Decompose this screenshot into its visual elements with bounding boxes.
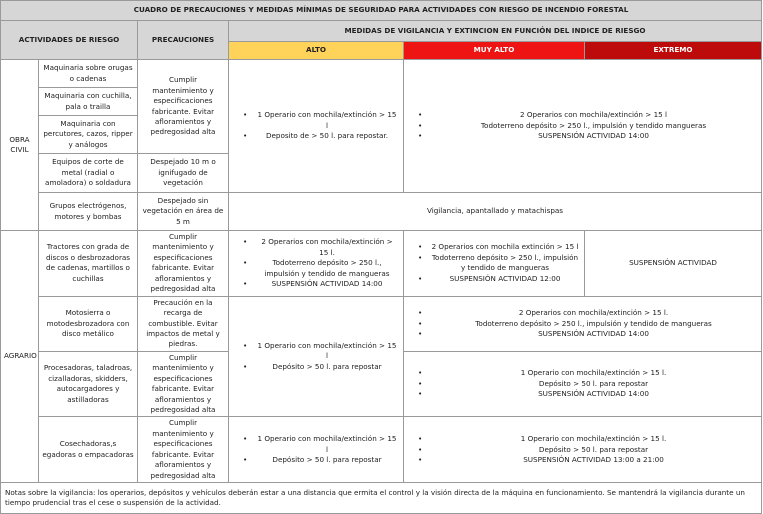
list-item: • 2 Operarios con mochila/extinción > 15 l <box>407 110 758 120</box>
measures-ag-tractores-muy-alto <box>404 231 585 297</box>
measures-ag-motosierra-muy-alto-extremo <box>404 296 762 351</box>
header-medidas: MEDIDAS DE VIGILANCIA Y EXTINCION EN FUNCIÓN DEL INDICE DE RIESGO <box>229 21 762 42</box>
notes-vigilancia: Notas sobre la vigilancia: los operarios, depósitos y vehículos deberán estar a una distancia que ermita el control y la visión directa de la máquina en funcionamiento. Se mantendrá la vigilancia durante un tiempo prudencial tras el cese o suspensión de la actividad. <box>1 483 762 514</box>
measures-ag-cosechadoras-muy-alto-extremo <box>404 417 762 483</box>
list-item: • Depósito > 50 l. para repostar <box>407 445 758 455</box>
precaution-ag-tractores: Cumplir mantenimiento y especificaciones fabricante. Evitar afloramientos y pedregosidad alta <box>138 231 229 297</box>
precaution-oc-maquinaria: Cumplir mantenimiento y especificaciones fabricante. Evitar afloramientos y pedregosidad alta <box>138 60 229 154</box>
list-item: • 1 Operario con mochila/extinción > 15 l <box>232 110 400 131</box>
measures-oc-alto <box>229 60 404 193</box>
list-item: • SUSPENSIÓN ACTIVIDAD 14:00 <box>407 131 758 141</box>
activity-oc-corte-metal: Equipos de corte de metal (radial o amoladora) o soldadura <box>39 154 138 193</box>
measures-oc-grupos: Vigilancia, apantallado y matachispas <box>229 193 762 231</box>
activity-ag-cosechadoras: Cosechadoras,s egadoras o empacadoras <box>39 417 138 483</box>
header-alto: ALTO <box>229 41 404 59</box>
list-item: • Depósito > 50 l. para repostar <box>232 362 400 372</box>
list-item: • 2 Operarios con mochila/extinción > 15 l. <box>232 237 400 258</box>
list-item: • Depósito > 50 l. para repostar <box>407 379 758 389</box>
precaution-ag-cosechadoras: Cumplir mantenimiento y especificaciones fabricante. Evitar afloramientos y pedregosidad alta <box>138 417 229 483</box>
activity-ag-procesadoras: Procesadoras, taladroas, cizalladoras, skidders, autocargadores y astilladoras <box>39 351 138 417</box>
list-item: • SUSPENSIÓN ACTIVIDAD 13:00 a 21:00 <box>407 455 758 465</box>
list-item: • Todoterreno depósito > 250 l., impulsión y tendido de mangueras <box>407 253 581 274</box>
list-item: • SUSPENSIÓN ACTIVIDAD 14:00 <box>407 389 758 399</box>
list-item: • 1 Operario con mochila/extinción > 15 l <box>232 341 400 362</box>
list-item: • SUSPENSIÓN ACTIVIDAD 14:00 <box>407 329 758 339</box>
measures-oc-muy-alto-extremo <box>404 60 762 193</box>
list-item: • SUSPENSIÓN ACTIVIDAD 12:00 <box>407 274 581 284</box>
category-agrario: AGRARIO <box>1 231 39 483</box>
measures-ag-cosechadoras-alto <box>229 417 404 483</box>
activity-oc-percutores: Maquinaria con percutores, cazos, ripper y análogos <box>39 116 138 154</box>
list-item: • Todoterreno depósito > 250 l., impulsión y tendido de mangueras <box>407 319 758 329</box>
list-item: • Depósito > 50 l. para repostar <box>232 455 400 465</box>
list-item: • Deposito de > 50 l. para repostar. <box>232 131 400 141</box>
measures-ag-tractores-extremo: SUSPENSIÓN ACTIVIDAD <box>585 231 762 297</box>
list-item: • Todoterreno depósito > 250 l., impulsión y tendido mangueras <box>407 121 758 131</box>
header-actividades: ACTIVIDADES DE RIESGO <box>1 21 138 60</box>
activity-ag-motosierra: Motosierra o motodesbrozadora con disco metálico <box>39 296 138 351</box>
precaution-ag-procesadoras: Cumplir mantenimiento y especificaciones fabricante. Evitar afloramientos y pedregosidad alta <box>138 351 229 417</box>
precaution-ag-motosierra: Precaución en la recarga de combustible. Evitar impactos de metal y piedras. <box>138 296 229 351</box>
measures-ag-procesadoras-muy-alto-extremo <box>404 351 762 417</box>
header-muy-alto: MUY ALTO <box>404 41 585 59</box>
list-item: • Todoterreno depósito > 250 l., impulsión y tendido de mangueras <box>232 258 400 279</box>
list-item: • 1 Operario con mochila/extinción > 15 l <box>232 434 400 455</box>
list-item: • 1 Operario con mochila/extinción > 15 l. <box>407 368 758 378</box>
list-item: • 2 Operarios con mochila/extinción > 15 l. <box>407 308 758 318</box>
measures-ag-motosierra-procesadoras-alto <box>229 296 404 417</box>
activity-oc-grupos: Grupos electrógenos, motores y bombas <box>39 193 138 231</box>
list-item: • 1 Operario con mochila/extinción > 15 l. <box>407 434 758 444</box>
activity-ag-tractores: Tractores con grada de discos o desbrozadoras de cadenas, martillos o cuchillas <box>39 231 138 297</box>
header-extremo: EXTREMO <box>585 41 762 59</box>
activity-oc-orugas: Maquinaria sobre orugas o cadenas <box>39 60 138 88</box>
precaution-oc-corte-metal: Despejado 10 m o ignifugado de vegetación <box>138 154 229 193</box>
precaution-oc-grupos: Despejado sin vegetación en área de 5 m <box>138 193 229 231</box>
category-obra-civil: OBRA CIVIL <box>1 60 39 231</box>
list-item: • 2 Operarios con mochila extinción > 15 l <box>407 242 581 252</box>
list-item: • SUSPENSIÓN ACTIVIDAD 14:00 <box>232 279 400 289</box>
header-precauciones: PRECAUCIONES <box>138 21 229 60</box>
table-title: CUADRO DE PRECAUCIONES Y MEDIDAS MÍNIMAS DE SEGURIDAD PARA ACTIVIDADES CON RIESGO DE INCENDIO FORESTAL <box>1 1 762 21</box>
measures-ag-tractores-alto <box>229 231 404 297</box>
activity-oc-cuchilla: Maquinaria con cuchilla, pala o trailla <box>39 88 138 116</box>
